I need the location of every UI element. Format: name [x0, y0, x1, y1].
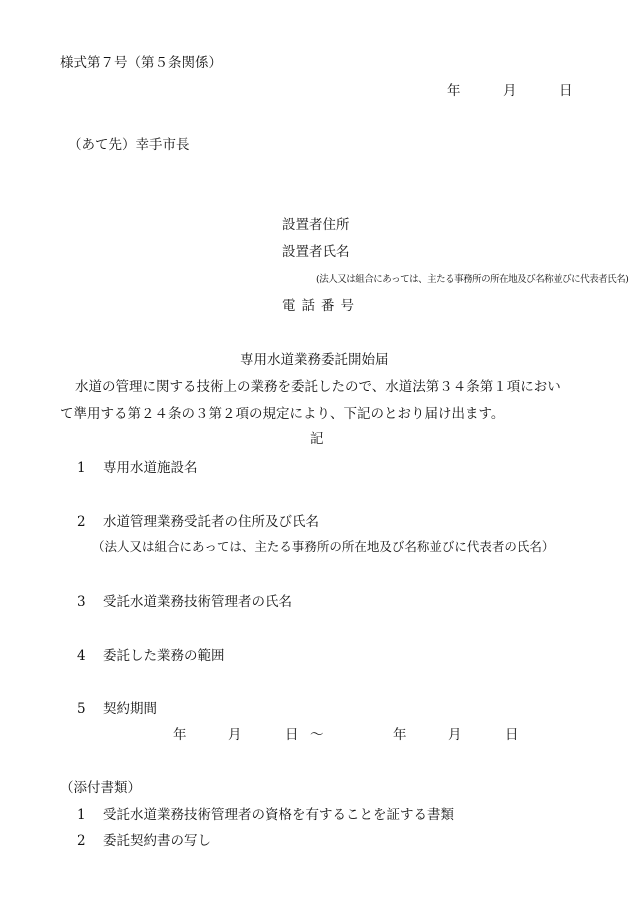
period-end-day: 日	[505, 727, 519, 743]
applicant-phone-label: 電話番号	[282, 298, 360, 314]
form-label: 様式第７号（第５条関係）	[60, 55, 222, 71]
body-line-2: て準用する第２４条の３第２項の規定により、下記のとおり届け出ます。	[60, 406, 505, 422]
body-line-1: 水道の管理に関する技術上の業務を委託したので、水道法第３４条第１項におい	[75, 379, 561, 395]
attachment-1-label: 受託水道業務技術管理者の資格を有することを証する書類	[103, 807, 454, 823]
applicant-name-label: 設置者氏名	[282, 244, 350, 260]
addressee: （あて先）幸手市長	[68, 137, 190, 153]
document-title: 専用水道業務委託開始届	[240, 352, 389, 368]
date-year-label: 年	[447, 83, 461, 99]
period-end-month: 月	[448, 727, 462, 743]
period-end-year: 年	[393, 727, 407, 743]
item-2-number: 2	[77, 514, 86, 530]
attachment-2-label: 委託契約書の写し	[103, 833, 211, 849]
item-5-label: 契約期間	[103, 701, 157, 717]
attachment-1-number: 1	[77, 807, 86, 823]
item-2-note: （法人又は組合にあっては、主たる事務所の所在地及び名称並びに代表者の氏名）	[92, 539, 555, 554]
applicant-address-label: 設置者住所	[282, 217, 350, 233]
date-month-label: 月	[503, 83, 517, 99]
period-separator: ～	[310, 727, 324, 743]
item-1-label: 専用水道施設名	[103, 460, 198, 476]
item-4-label: 委託した業務の範囲	[103, 648, 225, 664]
item-2-label: 水道管理業務受託者の住所及び氏名	[103, 514, 319, 530]
item-5-number: 5	[77, 701, 86, 717]
date-day-label: 日	[559, 83, 573, 99]
period-start-month: 月	[228, 727, 242, 743]
applicant-corporate-note: (法人又は組合にあっては、主たる事務所の所在地及び名称並びに代表者氏名)	[316, 274, 629, 285]
period-start-day: 日	[285, 727, 299, 743]
item-3-number: 3	[77, 594, 86, 610]
item-3-label: 受託水道業務技術管理者の氏名	[103, 594, 292, 610]
item-4-number: 4	[77, 648, 86, 664]
ki-marker: 記	[310, 431, 324, 447]
attachments-heading: （添付書類）	[60, 780, 141, 796]
attachment-2-number: 2	[77, 833, 86, 849]
period-start-year: 年	[173, 727, 187, 743]
item-1-number: 1	[77, 460, 86, 476]
